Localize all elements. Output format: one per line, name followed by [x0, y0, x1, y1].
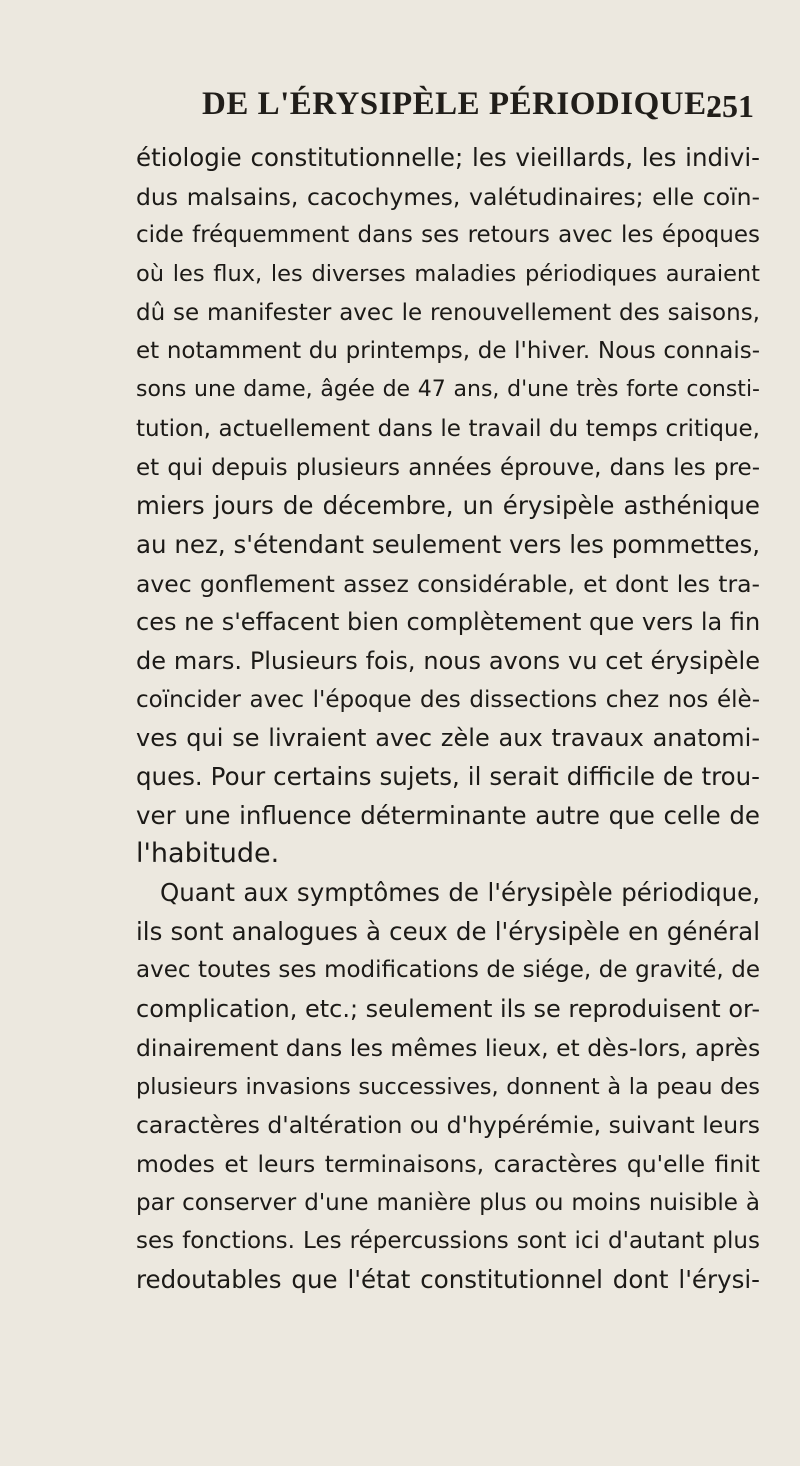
text-line: ques. Pour certains sujets, il serait difficile de trou-	[136, 762, 760, 791]
text-line: caractères d'altération ou d'hypérémie, suivant leurs	[136, 1111, 760, 1140]
text-line: ses fonctions. Les répercussions sont ici d'autant plus	[136, 1228, 760, 1255]
text-line: et notamment du printemps, de l'hiver. Nous connais-	[136, 338, 760, 365]
text-line: modes et leurs terminaisons, caractères qu'elle finit	[136, 1149, 760, 1178]
text-line: ces ne s'effacent bien complètement que vers la fin	[136, 608, 760, 637]
text-line: coïncider avec l'époque des dissections chez nos élè-	[136, 686, 760, 713]
text-line: ils sont analogues à ceux de l'érysipèle en général	[136, 916, 760, 946]
body-text	[136, 139, 760, 1300]
text-line: redoutables que l'état constitutionnel dont l'érysi-	[136, 1264, 760, 1294]
text-line: au nez, s'étendant seulement vers les pommettes,	[136, 529, 760, 559]
page-number: 251	[706, 88, 754, 124]
text-line: tution, actuellement dans le travail du temps critique,	[136, 415, 760, 442]
text-line: miers jours de décembre, un érysipèle asthénique	[136, 491, 760, 521]
text-line: avec gonflement assez considérable, et dont les tra-	[136, 569, 760, 598]
running-head	[0, 86, 800, 126]
text-line: par conserver d'une manière plus ou moins nuisible à	[136, 1189, 760, 1216]
text-line: l'habitude.	[136, 838, 280, 870]
text-line: dus malsains, cacochymes, valétudinaires; elle coïn-	[136, 182, 760, 211]
text-line: étiologie constitutionnelle; les vieillards, les indivi-	[136, 143, 760, 172]
text-line: et qui depuis plusieurs années éprouve, dans les pre-	[136, 454, 760, 481]
text-line: ver une influence déterminante autre que celle de	[136, 800, 760, 830]
text-line: cide fréquemment dans ses retours avec les époques	[136, 222, 760, 249]
text-line: ves qui se livraient avec zèle aux travaux anatomi-	[136, 724, 760, 753]
text-line: sons une dame, âgée de 47 ans, d'une très forte consti-	[136, 377, 760, 403]
text-line: où les flux, les diverses maladies périodiques auraient	[136, 261, 760, 288]
running-title: DE L'ÉRYSIPÈLE PÉRIODIQUE.	[202, 86, 716, 122]
text-line: plusieurs invasions successives, donnent à la peau des	[136, 1073, 760, 1100]
text-line: dû se manifester avec le renouvellement des saisons,	[136, 299, 760, 326]
text-line: de mars. Plusieurs fois, nous avons vu cet érysipèle	[136, 646, 760, 675]
text-line: avec toutes ses modifications de siége, de gravité, de	[136, 957, 760, 984]
paragraph-start-line: Quant aux symptômes de l'érysipèle périodique,	[160, 878, 760, 908]
text-line: complication, etc.; seulement ils se reproduisent or-	[136, 995, 760, 1024]
text-line: dinairement dans les mêmes lieux, et dès-lors, après	[136, 1033, 760, 1062]
